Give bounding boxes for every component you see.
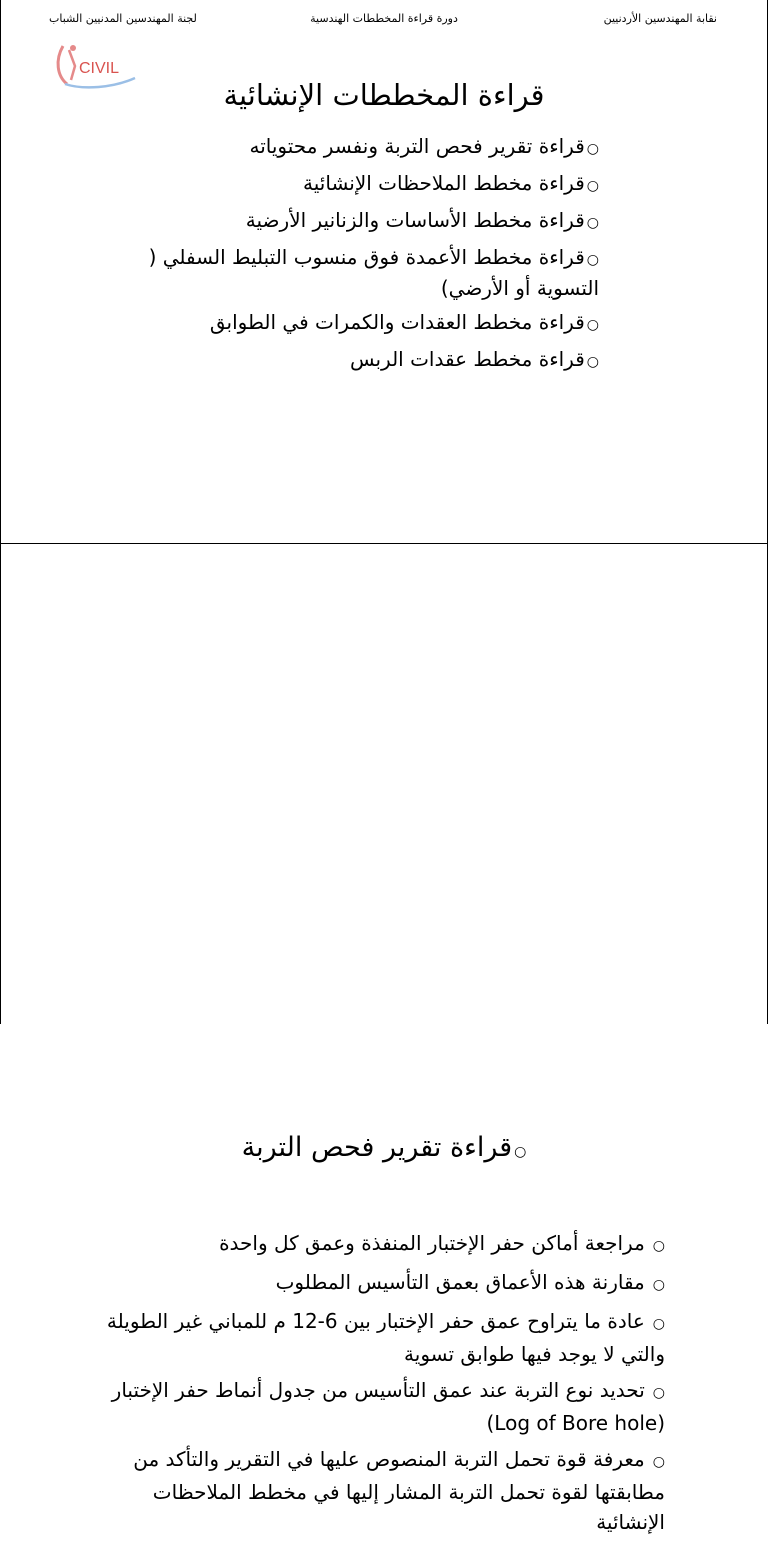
list-item [129,243,599,302]
list-item-text: معرفة قوة تحمل التربة المنصوص عليها في التقرير والتأكد من مطابقتها لقوة تحمل التربة المشار إليها في مخطط الملاحظات الإنشائية [133,1447,665,1534]
list-item [129,308,599,339]
bullet-icon: ○ [586,354,599,370]
list-item-text: قراءة تقرير فحص التربة ونفسر محتوياته [249,134,585,158]
list-item-text: قراءة مخطط عقدات الربس [349,347,585,371]
list-item [105,1375,665,1438]
slide-2-title-text: قراءة تقرير فحص التربة [241,1132,513,1163]
bullet-icon: ○ [586,178,599,194]
slide-2-title [1,1132,767,1163]
list-item [105,1306,665,1369]
list-item [105,1267,665,1300]
list-item-text: تحديد نوع التربة عند عمق التأسيس من جدول أنماط حفر الإختبار (Log of Bore hole) [111,1378,665,1435]
bullet-icon: ○ [652,1238,665,1254]
bullet-icon: ○ [586,317,599,333]
list-item [129,206,599,237]
list-item-text: قراءة مخطط الأساسات والزنانير الأرضية [245,208,585,232]
slide-1 [0,0,768,544]
bullet-icon: ○ [586,141,599,157]
bullet-icon: ○ [514,1144,527,1160]
slide-1-list [129,132,599,382]
header-right-text: نقابة المهندسين الأردنيين [603,12,717,25]
list-item-text: قراءة مخطط العقدات والكمرات في الطوابق [209,310,585,334]
bullet-icon: ○ [652,1277,665,1293]
list-item [129,345,599,376]
bullet-icon: ○ [586,252,599,268]
list-item [105,1444,665,1537]
bullet-icon: ○ [652,1385,665,1401]
list-item-text: مراجعة أماكن حفر الإختبار المنفذة وعمق كل واحدة [219,1231,645,1255]
list-item-text: عادة ما يتراوح عمق حفر الإختبار بين 6-12 م للمباني غير الطويلة والتي لا يوجد فيها طوابق تسوية [106,1309,665,1366]
slide-1-title: قراءة المخططات الإنشائية [223,78,545,112]
bullet-icon: ○ [652,1454,665,1470]
list-item [129,169,599,200]
list-item-text: قراءة مخطط الأعمدة فوق منسوب التبليط السفلي ( التسوية أو الأرضي) [148,245,599,300]
bullet-icon: ○ [586,215,599,231]
slide-2-list [105,1228,665,1543]
list-item [129,132,599,163]
bullet-icon: ○ [652,1316,665,1332]
list-item-text: مقارنة هذه الأعماق بعمق التأسيس المطلوب [275,1270,645,1294]
header-left-text: لجنة المهندسين المدنيين الشباب [49,12,197,25]
slide-2 [0,544,768,1534]
list-item-text: قراءة مخطط الملاحظات الإنشائية [303,171,585,195]
list-item [105,1228,665,1261]
header-center-text: دورة قراءة المخططات الهندسية [310,12,458,25]
logo-text: CIVIL [79,60,120,77]
